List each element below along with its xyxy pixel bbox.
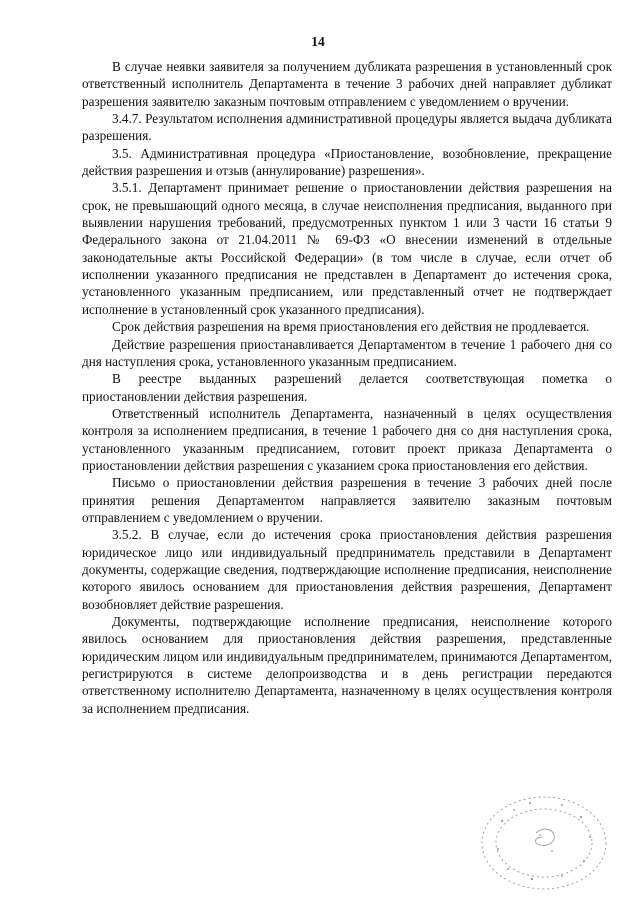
paragraph-3-5-1: 3.5.1. Департамент принимает решение о приостановлении действия разрешения на срок, не превышающий одного месяца, в случае неисполнения предписания, выданного при выявлении нарушения требований, предусмотренных пунктом 1 или 3 части 16 статьи 9 Федерального закона от 21.04.2011 № 69-ФЗ «О внесении изменений в отдельные законодательные акты Российской Федерации» (в том числе в случае, если отчет об исполнении указанного предписания не представлен в Департамент до истечения срока, установленного указанным предписанием, или представленный отчет не подтверждает исполнение в установленный срок указанного предписания). bbox=[82, 180, 612, 317]
paragraph-responsible-officer: Ответственный исполнитель Департамента, назначенный в целях осуществления контроля за исполнением предписания, в течение 1 рабочего дня со дня наступления срока, установленного указанным предписанием, готовит проект приказа Департамента о приостановлении действия разрешения с указанием срока приостановления его действия. bbox=[82, 405, 612, 473]
paragraph-3-5: 3.5. Административная процедура «Приостановление, возобновление, прекращение действия разрешения и отзыв (аннулирование) разрешения». bbox=[82, 145, 612, 179]
paragraph-suspension-letter: Письмо о приостановлении действия разрешения в течение 3 рабочих дней после принятия решения Департаментом направляется заявителю заказным почтовым отправлением с уведомлением о вручении. bbox=[82, 475, 612, 525]
paragraph-suspension-timing: Действие разрешения приостанавливается Департаментом в течение 1 рабочего дня со дня наступления срока, установленного указанным предписанием. bbox=[82, 336, 612, 369]
paragraph-registry-note: В реестре выданных разрешений делается соответствующая пометка о приостановлении действия разрешения. bbox=[82, 371, 612, 404]
paragraph-documents-registration: Документы, подтверждающие исполнение предписания, неисполнение которого явилось основанием для приостановления действия разрешения, представленные юридическим лицом или индивидуальным предпринимателем, принимаются Департаментом, регистрируются в системе делопроизводства и в день регистрации передаются ответственному исполнителю Департамента, назначенному в целях осуществления контроля за исполнением предписания. bbox=[82, 614, 612, 716]
seal-stamp-icon bbox=[444, 775, 620, 895]
document-body bbox=[82, 58, 612, 717]
page-number: 14 bbox=[311, 34, 325, 49]
paragraph-3-5-2: 3.5.2. В случае, если до истечения срока приостановления действия разрешения юридическое лицо или индивидуальный предприниматель представили в Департамент документы, содержащие сведения, подтверждающие исполнение предписания, неисполнение которого явилось основанием для приостановления действия разрешения, Департамент возобновляет действие разрешения. bbox=[82, 527, 612, 612]
paragraph-duplicate-delivery: В случае неявки заявителя за получением дубликата разрешения в установленный срок ответственный исполнитель Департамента в течение 3 рабочих дней направляет дубликат разрешения заявителю заказным почтовым отправлением с уведомлением о вручении. bbox=[82, 59, 612, 109]
paragraph-term-not-extended: Срок действия разрешения на время приостановления его действия не продлевается. bbox=[112, 319, 590, 335]
paragraph-3-4-7: 3.4.7. Результатом исполнения административной процедуры является выдача дубликата разрешения. bbox=[82, 111, 612, 144]
